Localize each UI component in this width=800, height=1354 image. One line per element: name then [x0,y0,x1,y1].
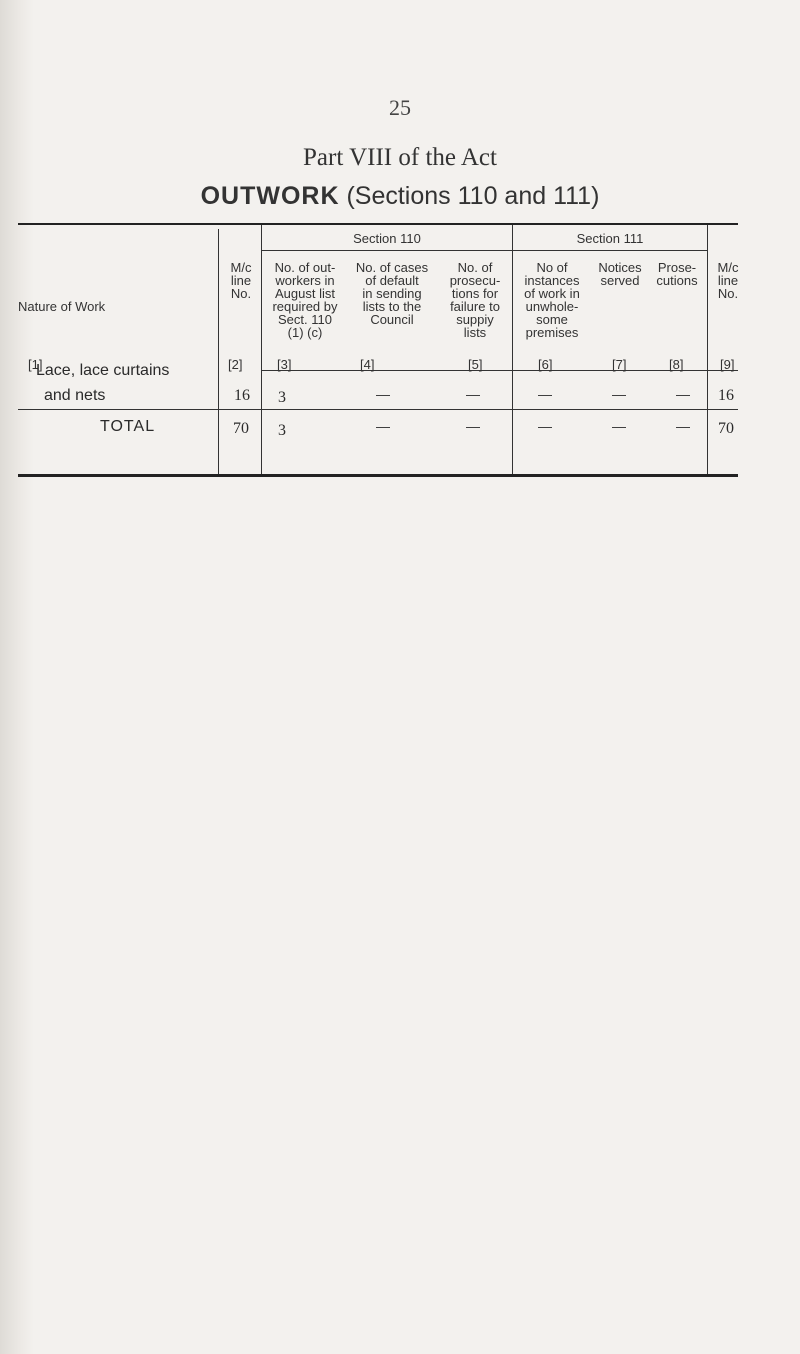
col-number-8: [8] [669,357,684,372]
col-number-2: [2] [228,357,243,372]
col-header-nature: Nature of Work [18,299,106,314]
row-prosecutions-110: — [466,386,480,402]
total-mc-line: 70 [233,420,249,437]
page-number: 25 [389,95,411,120]
col-number-3: [3] [277,357,292,372]
col-header-notices: Notices served [598,260,642,288]
row-prosecutions-111: — [676,386,690,402]
outwork-title: OUTWORK [200,182,340,210]
section-111-header: Section 111 [576,231,644,246]
header-bottom-rule [261,370,738,371]
total-outworkers: 3 [278,422,286,439]
col-header-mc-line-2: M/c line No. [717,260,739,301]
total-notices: — [612,418,626,434]
col-number-9: [9] [720,357,735,372]
col-header-outworkers: No. of out- workers in August list required by Sect. 110 (1) (c) [272,260,338,340]
col-header-prosecutions-111: Prose- cutions [656,260,698,288]
total-prosecutions-110: — [466,418,480,434]
total-mc-line-2: 70 [718,420,734,437]
col-header-instances: No of instances of work in unwhole- some premises [524,260,580,340]
col-number-4: [4] [360,357,375,372]
col-divider-1 [218,229,219,474]
nature-of-work-line2: and nets [44,387,106,404]
col-number-1: [1] [28,357,43,372]
total-default-cases: — [376,418,390,434]
row-default-cases: — [376,386,390,402]
row-mc-line-2: 16 [718,387,734,404]
part-heading: Part VIII of the Act [303,144,497,171]
section-header-rule [262,250,707,251]
row-separator-rule [18,409,738,410]
table-bottom-rule [18,474,738,477]
col-number-6: [6] [538,357,553,372]
col-number-7: [7] [612,357,627,372]
total-label: TOTAL [100,418,156,435]
col-number-5: [5] [468,357,483,372]
nature-of-work-line1: Lace, lace curtains [36,362,170,379]
row-notices: — [612,386,626,402]
col-header-prosecutions-110: No. of prosecu- tions for failure to suppiy lists [449,260,501,340]
col-header-mc-line: M/c line No. [230,260,252,301]
row-instances: — [538,386,552,402]
col-header-default-cases: No. of cases of default in sending lists to the Council [355,260,429,327]
total-prosecutions-111: — [676,418,690,434]
table-top-rule [18,223,738,225]
section-110-header: Section 110 [353,231,421,246]
row-mc-line: 16 [234,387,250,404]
sections-subtitle: (Sections 110 and 111) [346,182,600,210]
outwork-heading [0,182,800,211]
row-outworkers: 3 [278,389,286,406]
total-instances: — [538,418,552,434]
